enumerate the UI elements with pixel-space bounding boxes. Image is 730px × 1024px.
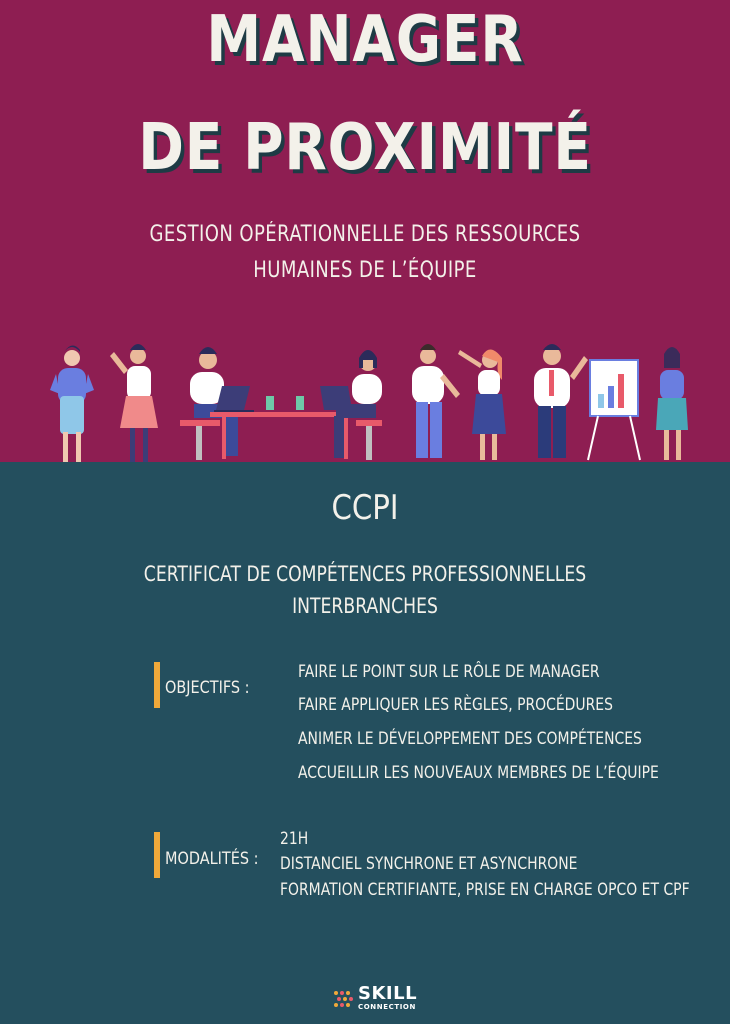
certification-name-line-2: INTERBRANCHES bbox=[292, 594, 438, 618]
modality-item: 21H bbox=[280, 829, 309, 849]
header-section bbox=[0, 0, 730, 462]
person-7-icon bbox=[534, 344, 588, 458]
modalities-accent-bar bbox=[154, 832, 160, 878]
objective-item: FAIRE APPLIQUER LES RÈGLES, PROCÉDURES bbox=[298, 695, 613, 715]
person-1-icon bbox=[50, 345, 94, 462]
logo-subtext: CONNECTION bbox=[358, 1003, 416, 1011]
flipchart-icon bbox=[588, 360, 640, 460]
person-8-icon bbox=[656, 347, 688, 460]
certification-name-line-1: CERTIFICAT DE COMPÉTENCES PROFESSIONNELLES bbox=[143, 562, 587, 586]
person-6-icon bbox=[458, 349, 506, 460]
skill-connection-logo bbox=[332, 984, 432, 1016]
person-2-icon bbox=[110, 344, 158, 462]
objectives-label: OBJECTIFS : bbox=[165, 678, 250, 698]
logo-wordmark: SKILL bbox=[358, 983, 418, 1004]
title-line-1: MANAGER bbox=[206, 3, 524, 77]
skill-connection-logo-mark-icon bbox=[332, 987, 356, 1011]
modality-item: DISTANCIEL SYNCHRONE ET ASYNCHRONE bbox=[280, 854, 578, 874]
person-4-icon bbox=[334, 350, 382, 460]
team-illustration bbox=[0, 340, 730, 466]
person-5-icon bbox=[412, 344, 460, 458]
objective-item: ACCUEILLIR LES NOUVEAUX MEMBRES DE L’ÉQUIPE bbox=[298, 763, 659, 783]
modalities-label: MODALITÉS : bbox=[165, 849, 259, 869]
subtitle-line-1: GESTION OPÉRATIONNELLE DES RESSOURCES bbox=[149, 222, 581, 247]
title-line-2: DE PROXIMITÉ bbox=[138, 111, 592, 185]
objectives-accent-bar bbox=[154, 662, 160, 708]
objective-item: FAIRE LE POINT SUR LE RÔLE DE MANAGER bbox=[298, 662, 600, 682]
subtitle-line-2: HUMAINES DE L’ÉQUIPE bbox=[253, 258, 477, 283]
certification-acronym: CCPI bbox=[331, 488, 399, 528]
modality-item: FORMATION CERTIFIANTE, PRISE EN CHARGE OPCO ET CPF bbox=[280, 880, 690, 900]
objective-item: ANIMER LE DÉVELOPPEMENT DES COMPÉTENCES bbox=[298, 729, 642, 749]
